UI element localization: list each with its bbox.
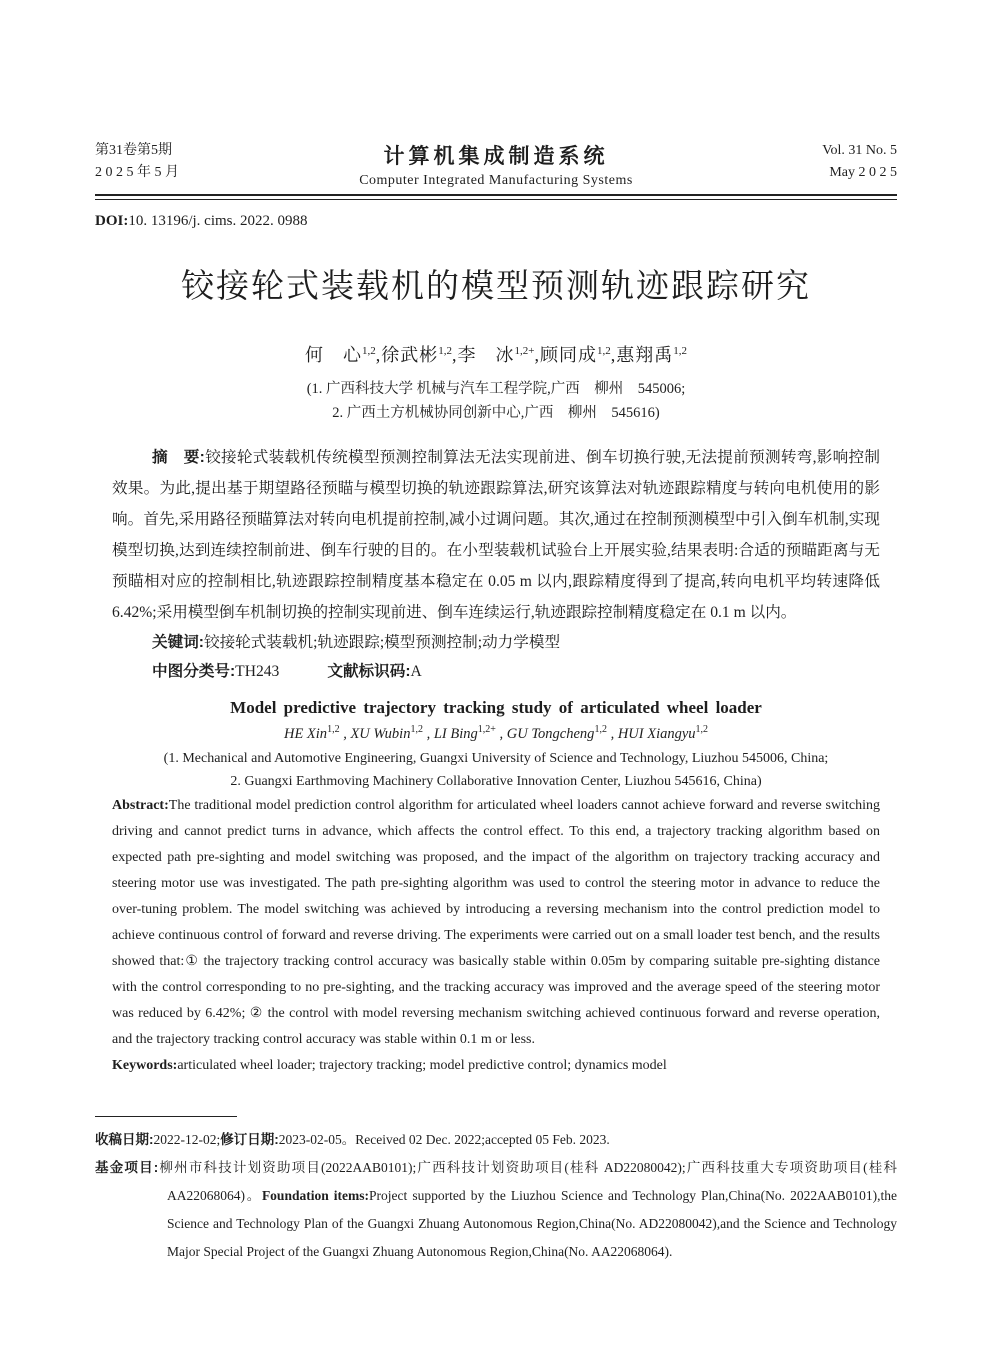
foundation-label-en: Foundation items: xyxy=(261,1188,370,1203)
author-en: LI Bing$^{1,2+}$ , xyxy=(433,724,507,742)
keywords-en xyxy=(112,1053,880,1079)
author-sup: 1,2 xyxy=(596,345,611,357)
received-label: 收稿日期: xyxy=(95,1132,154,1147)
header-left xyxy=(95,140,265,184)
foundation-text-cn: 柳州市科技计划资助项目(2022AAB0101);广西科技计划资助项目(桂科 AD22080042);广西科技重大专项资助项目(桂科AA22068064)。 xyxy=(158,1160,897,1203)
header-right xyxy=(727,140,897,184)
author-sup: 1,2 xyxy=(327,724,340,735)
author-sup: 1,2+ xyxy=(477,724,496,735)
header-center xyxy=(265,140,727,189)
journal-title-cn: 计算机集成制造系统 xyxy=(383,144,609,168)
author-en: XU Wubin$^{1,2}$ , xyxy=(350,724,434,742)
article-title-cn: 铰接轮式装载机的模型预测轨迹跟踪研究 xyxy=(181,269,811,305)
author-cn: 徐武彬$^{1,2}$, xyxy=(381,345,458,365)
author-line-cn xyxy=(95,341,897,367)
abstract-en xyxy=(112,793,880,1053)
keywords-label-en: Keywords: xyxy=(112,1057,178,1073)
author-separator: , xyxy=(452,345,458,365)
keywords-text-en: articulated wheel loader; trajectory tracking; model predictive control; dynamics model xyxy=(177,1057,667,1073)
header-divider xyxy=(95,194,897,200)
author-sup: 1,2 xyxy=(410,724,423,735)
author-separator: , xyxy=(339,725,351,742)
keywords-cn xyxy=(112,628,880,657)
affiliations-cn xyxy=(95,377,897,425)
affiliation-en-1: (1. Mechanical and Automotive Engineering, Guangxi University of Science and Technology, Liuzhou 545006, China; xyxy=(163,750,829,766)
author-separator: , xyxy=(534,345,540,365)
foundation-label-cn: 基金项目: xyxy=(95,1160,159,1175)
volume-issue-cn: 第31卷第5期 xyxy=(95,143,172,158)
author-separator: , xyxy=(606,725,618,742)
doc-code-label: 文献标识码: xyxy=(327,663,411,680)
revised-label: 修订日期: xyxy=(220,1132,279,1147)
dates-line xyxy=(95,1126,897,1154)
abstract-text-cn: 铰接轮式装载机传统模型预测控制算法无法实现前进、倒车切换行驶,无法提前预测转弯,影响控制效果。为此,提出基于期望路径预瞄与模型切换的轨迹跟踪算法,研究该算法对轨迹跟踪精度与转向电机使用的影响。首先,采用路径预瞄算法对转向电机提前控制,减小过调问题。其次,通过在控制预测模型中引入倒车机制,实现模型切换,达到连续控制前进、倒车行驶的目的。在小型装载机试验台上开展实验,结果表明:合适的预瞄距离与无预瞄相对应的控制相比,轨迹跟踪控制精度基本稳定在 0.05 m 以内,跟踪精度得到了提高,转向电机平均转速降低 6.42%;采用模型倒车机制切换的控制实现前进、倒车连续运行,轨迹跟踪控制精度稳定在 0.1 m 以内。 xyxy=(112,449,880,621)
author-sup: 1,2 xyxy=(594,724,607,735)
keywords-label-cn: 关键词: xyxy=(152,634,204,651)
author-sup: 1,2 xyxy=(362,345,376,357)
author-en: HUI Xiangyu$^{1,2}$ xyxy=(617,724,709,742)
issue-date-cn: 2 0 2 5 年 5 月 xyxy=(95,165,179,180)
abstract-label-en: Abstract: xyxy=(112,797,169,813)
issue-date-en: May 2 0 2 5 xyxy=(829,165,897,180)
author-cn: 何 心$^{1,2}$, xyxy=(305,345,382,365)
abstract-section xyxy=(112,442,880,1079)
received-value: 2022-12-02; xyxy=(153,1132,221,1147)
article-title-en: Model predictive trajectory tracking study of articulated wheel loader xyxy=(230,698,762,717)
clc-line xyxy=(112,657,880,686)
author-separator: , xyxy=(610,345,617,365)
author-sup: 1,2+ xyxy=(514,345,535,357)
doi-value: 10. 13196/j. cims. 2022. 0988 xyxy=(128,213,308,229)
footnote-divider xyxy=(95,1116,237,1117)
abstract-cn xyxy=(112,442,880,628)
revised-value: 2023-02-05。 xyxy=(278,1132,356,1147)
author-line-en xyxy=(112,724,880,743)
journal-title-en: Computer Integrated Manufacturing Systems xyxy=(359,173,633,188)
author-en: HE Xin$^{1,2}$ , xyxy=(283,724,351,742)
affiliation-cn-2: 2. 广西土方机械协同创新中心,广西 柳州 545616) xyxy=(332,405,660,421)
affiliations-en xyxy=(112,747,880,793)
clc-value: TH243 xyxy=(235,663,280,680)
author-sup: 1,2 xyxy=(695,724,709,735)
author-cn: 顾同成$^{1,2}$, xyxy=(539,345,617,365)
doc-code-value: A xyxy=(410,663,422,680)
author-sup: 1,2 xyxy=(673,345,687,357)
foundation-text-en: Project supported by the Liuzhou Science and Technology Plan,China(No. 2022AAB0101),the Science and Technology Plan of the Guangxi Zhuang Autonomous Region,China(No. AD22080042),and the Science and Technology Major Special Project of the Guangxi Zhuang Autonomous Region,China(No. AA22068064). xyxy=(167,1188,897,1259)
author-en: GU Tongcheng$^{1,2}$ , xyxy=(506,724,618,742)
affiliation-en-2: 2. Guangxi Earthmoving Machinery Collaborative Innovation Center, Liuzhou 545616, China) xyxy=(230,773,762,789)
clc-label: 中图分类号: xyxy=(152,663,236,680)
author-cn: 惠翔禹$^{1,2}$ xyxy=(616,345,687,365)
foundation-paragraph xyxy=(95,1154,897,1266)
author-separator: , xyxy=(375,345,382,365)
journal-header xyxy=(95,140,897,189)
footnote-section xyxy=(95,1116,897,1266)
abstract-text-en: The traditional model prediction control algorithm for articulated wheel loaders cannot achieve forward and reverse switching driving and cannot predict turns in advance, which affects the control effect. To this end, a trajectory tracking algorithm based on expected path pre-sighting and model switching was proposed, and the impact of the algorithm on trajectory tracking accuracy and steering motor use was investigated. The path pre-sighting algorithm was used to control the steering motor in advance to reduce the over-tuning problem. The model switching was achieved by introducing a reversing mechanism into the control prediction model to achieve continuous control of forward and reverse driving. The experiments were carried out on a small loader test bench, and the results showed that:① the trajectory tracking control accuracy was basically stable within 0.05m by comparing suitable pre-sighting distance with the control corresponding to no pre-sighting, and the tracking accuracy was improved and the average speed of the steering motor was reduced by 6.42%; ② the control with model reversing mechanism switching achieved continuous forward and reverse operation, and the trajectory tracking control accuracy was stable within 0.1 m or less. xyxy=(112,797,880,1047)
doi-label: DOI: xyxy=(95,213,129,229)
author-separator: , xyxy=(422,725,434,742)
author-separator: , xyxy=(495,725,507,742)
affiliation-cn-1: (1. 广西科技大学 机械与汽车工程学院,广西 柳州 545006; xyxy=(306,381,686,397)
keywords-text-cn: 铰接轮式装载机;轨迹跟踪;模型预测控制;动力学模型 xyxy=(203,634,561,651)
doi-line xyxy=(95,213,897,230)
author-sup: 1,2 xyxy=(438,345,453,357)
author-cn: 李 冰$^{1,2+}$, xyxy=(457,345,540,365)
volume-issue-en: Vol. 31 No. 5 xyxy=(822,143,897,158)
dates-en: Received 02 Dec. 2022;accepted 05 Feb. 2023. xyxy=(355,1132,610,1147)
abstract-label-cn: 摘 要: xyxy=(152,449,205,466)
